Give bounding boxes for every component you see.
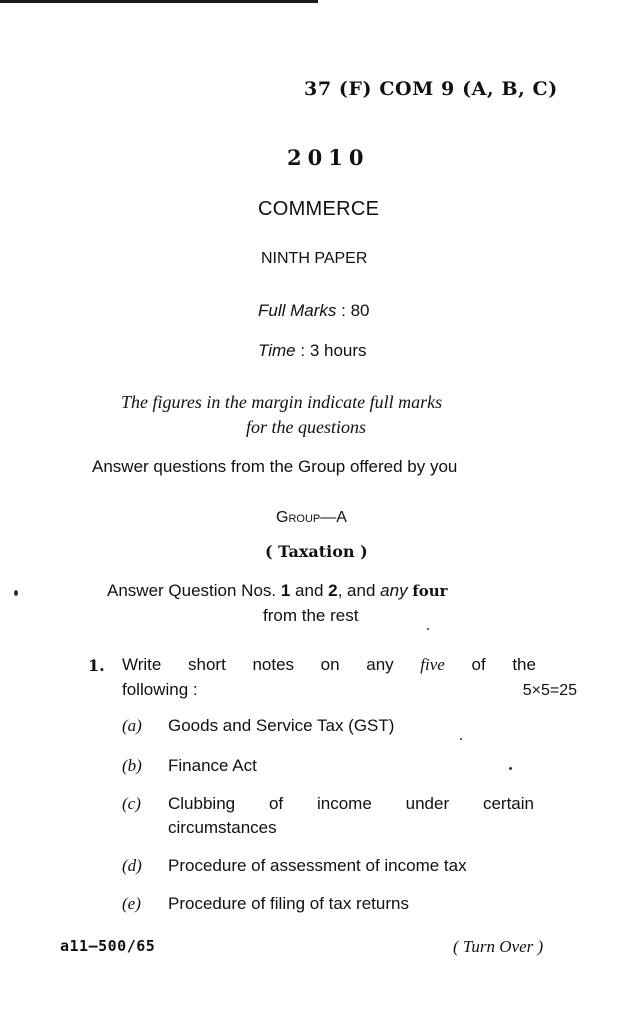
option-label: (e) xyxy=(122,894,141,913)
q-word: any xyxy=(366,655,394,674)
instr-and: and xyxy=(290,581,329,600)
time-label: Time xyxy=(258,341,296,360)
q-word: of xyxy=(471,655,486,674)
opt-word: Clubbing xyxy=(168,794,236,813)
turn-over-label: ( Turn Over ) xyxy=(453,937,544,956)
question-marks: 5×5=25 xyxy=(522,682,577,699)
option-b xyxy=(122,756,142,776)
option-c-text-line1 xyxy=(168,794,534,814)
option-d-text: Procedure of assessment of income tax xyxy=(168,856,467,875)
instr-q2: 2 xyxy=(328,581,338,600)
question-number: 1. xyxy=(88,656,105,675)
exam-time xyxy=(258,341,367,361)
q-word: short xyxy=(188,655,226,674)
q-word: Write xyxy=(122,655,162,674)
group-instruction-line2: from the rest xyxy=(263,606,359,625)
opt-word: of xyxy=(268,794,284,813)
option-label: (a) xyxy=(122,716,142,735)
q-word: notes xyxy=(252,655,295,674)
full-marks-value: : 80 xyxy=(341,301,370,320)
instr-any: any xyxy=(380,581,408,600)
q-word: five xyxy=(420,655,445,674)
answer-group-instruction: Answer questions from the Group offered by you xyxy=(92,457,458,476)
option-label: (c) xyxy=(122,794,141,813)
question-text-line1 xyxy=(122,655,536,675)
opt-word: under xyxy=(405,794,450,813)
option-e xyxy=(122,894,141,914)
instr-text: Answer Question Nos. xyxy=(107,581,281,600)
q-word: on xyxy=(320,655,340,674)
group-title: Group—A xyxy=(276,509,347,526)
option-d xyxy=(122,856,142,876)
instr-four: four xyxy=(412,582,448,600)
option-label: (b) xyxy=(122,756,142,775)
footer-code xyxy=(60,937,155,955)
paper-title: NINTH PAPER xyxy=(261,250,368,267)
time-value: : 3 hours xyxy=(300,341,367,360)
subject-title: COMMERCE xyxy=(258,198,380,220)
option-a-text: Goods and Service Tax (GST) xyxy=(168,716,395,735)
option-label: (d) xyxy=(122,856,142,875)
footer-code-suffix: 65 xyxy=(136,937,156,955)
option-c xyxy=(122,794,141,814)
opt-word: certain xyxy=(482,794,534,813)
instr-text2: , and xyxy=(337,581,381,600)
option-c-text-line2: circumstances xyxy=(168,818,277,837)
scan-speck xyxy=(509,767,512,770)
full-marks-label: Full Marks xyxy=(258,301,337,320)
group-topic: ( Taxation ) xyxy=(265,542,368,561)
top-edge-rule xyxy=(0,0,318,3)
option-a xyxy=(122,716,142,736)
question-text-line2: following : xyxy=(122,680,198,699)
full-marks xyxy=(258,301,370,321)
scan-speck xyxy=(14,590,18,596)
group-instruction-line1 xyxy=(107,581,448,601)
instr-q1: 1 xyxy=(280,581,291,600)
option-b-text: Finance Act xyxy=(168,756,257,775)
footer-code-prefix: a11—500/ xyxy=(60,937,137,955)
exam-year: 2010 xyxy=(287,145,370,170)
margin-note-line1: The figures in the margin indicate full marks xyxy=(121,392,443,412)
scan-speck xyxy=(460,738,462,740)
paper-code: 37 (F) COM 9 (A, B, C) xyxy=(304,78,558,100)
q-word: the xyxy=(512,655,536,674)
margin-note-line2: for the questions xyxy=(246,417,366,437)
opt-word: income xyxy=(316,794,372,813)
scan-speck xyxy=(427,628,429,630)
option-e-text: Procedure of filing of tax returns xyxy=(168,894,409,913)
